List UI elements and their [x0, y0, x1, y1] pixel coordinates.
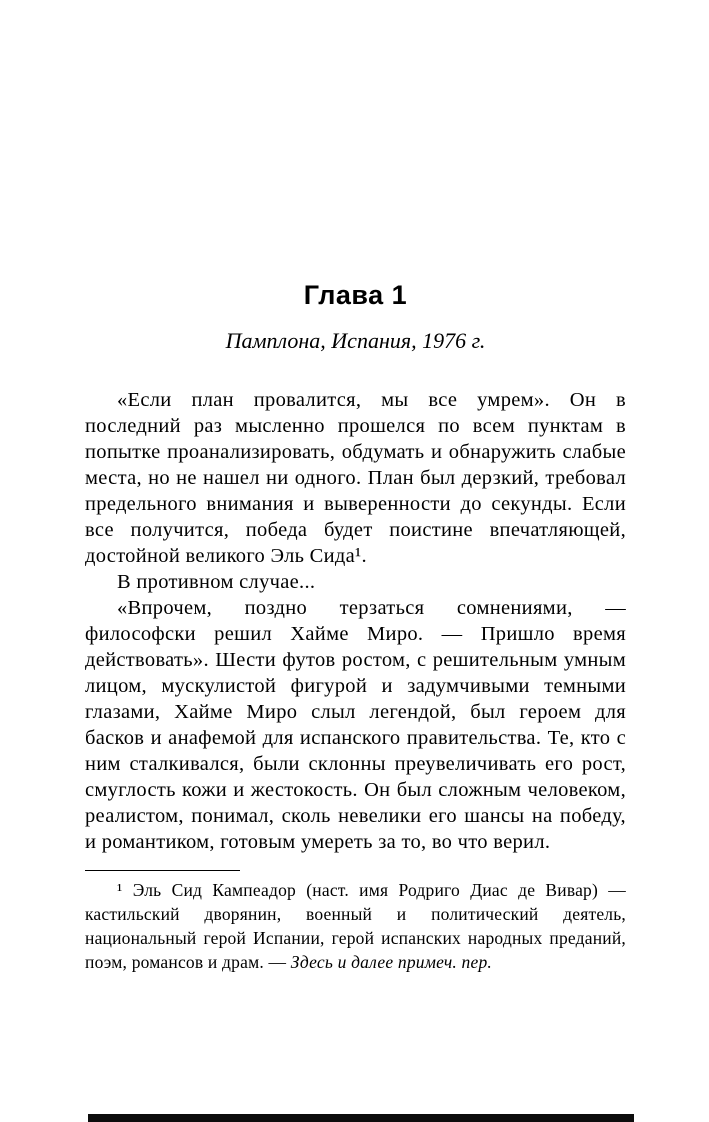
- paragraph: «Если план провалится, мы все умрем». Он в последний раз мысленно прошелся по всем пунктам в попытке проанализировать, обдумать и обнаружить слабые места, но не нашел ни одного. План был дерзкий, требовал предельного внимания и выверенности до секунды. Если все получится, победа будет поистине впечатляющей, достойной великого Эль Сида¹.: [85, 389, 626, 567]
- paragraph: В противном случае...: [117, 571, 316, 593]
- footnote-italic-note: Здесь и далее примеч. пер.: [290, 952, 492, 972]
- body-text: [85, 387, 626, 855]
- page-content: [85, 280, 626, 974]
- footnote-marker: ¹: [117, 880, 123, 900]
- footnote-text: Эль Сид Кампеадор (наст. имя Родриго Диас де Вивар) — кастильский дворянин, военный и политический деятель, национальный герой Испании, герой испанских народных преданий, поэм, романсов и драм. —: [85, 880, 626, 972]
- paragraph: «Впрочем, поздно терзаться сомнениями, — философски решил Хайме Миро. — Пришло время действовать». Шести футов ростом, с решительным умным лицом, мускулистой фигурой и задумчивыми темными глазами, Хайме Миро слыл легендой, был героем для басков и анафемой для испанского правительства. Те, кто с ним сталкивался, были склонны преувеличивать его рост, смуглость кожи и жестокость. Он был сложным человеком, реалистом, понимал, сколь невелики его шансы на победу, и романтиком, готовым умереть за то, во что верил.: [85, 597, 626, 853]
- chapter-subtitle: Памплона, Испания, 1976 г.: [225, 328, 486, 353]
- footnote: [85, 878, 626, 974]
- chapter-title: Глава 1: [303, 280, 408, 310]
- footnote-separator: [85, 870, 240, 871]
- scan-artifact-bar: [88, 1114, 634, 1122]
